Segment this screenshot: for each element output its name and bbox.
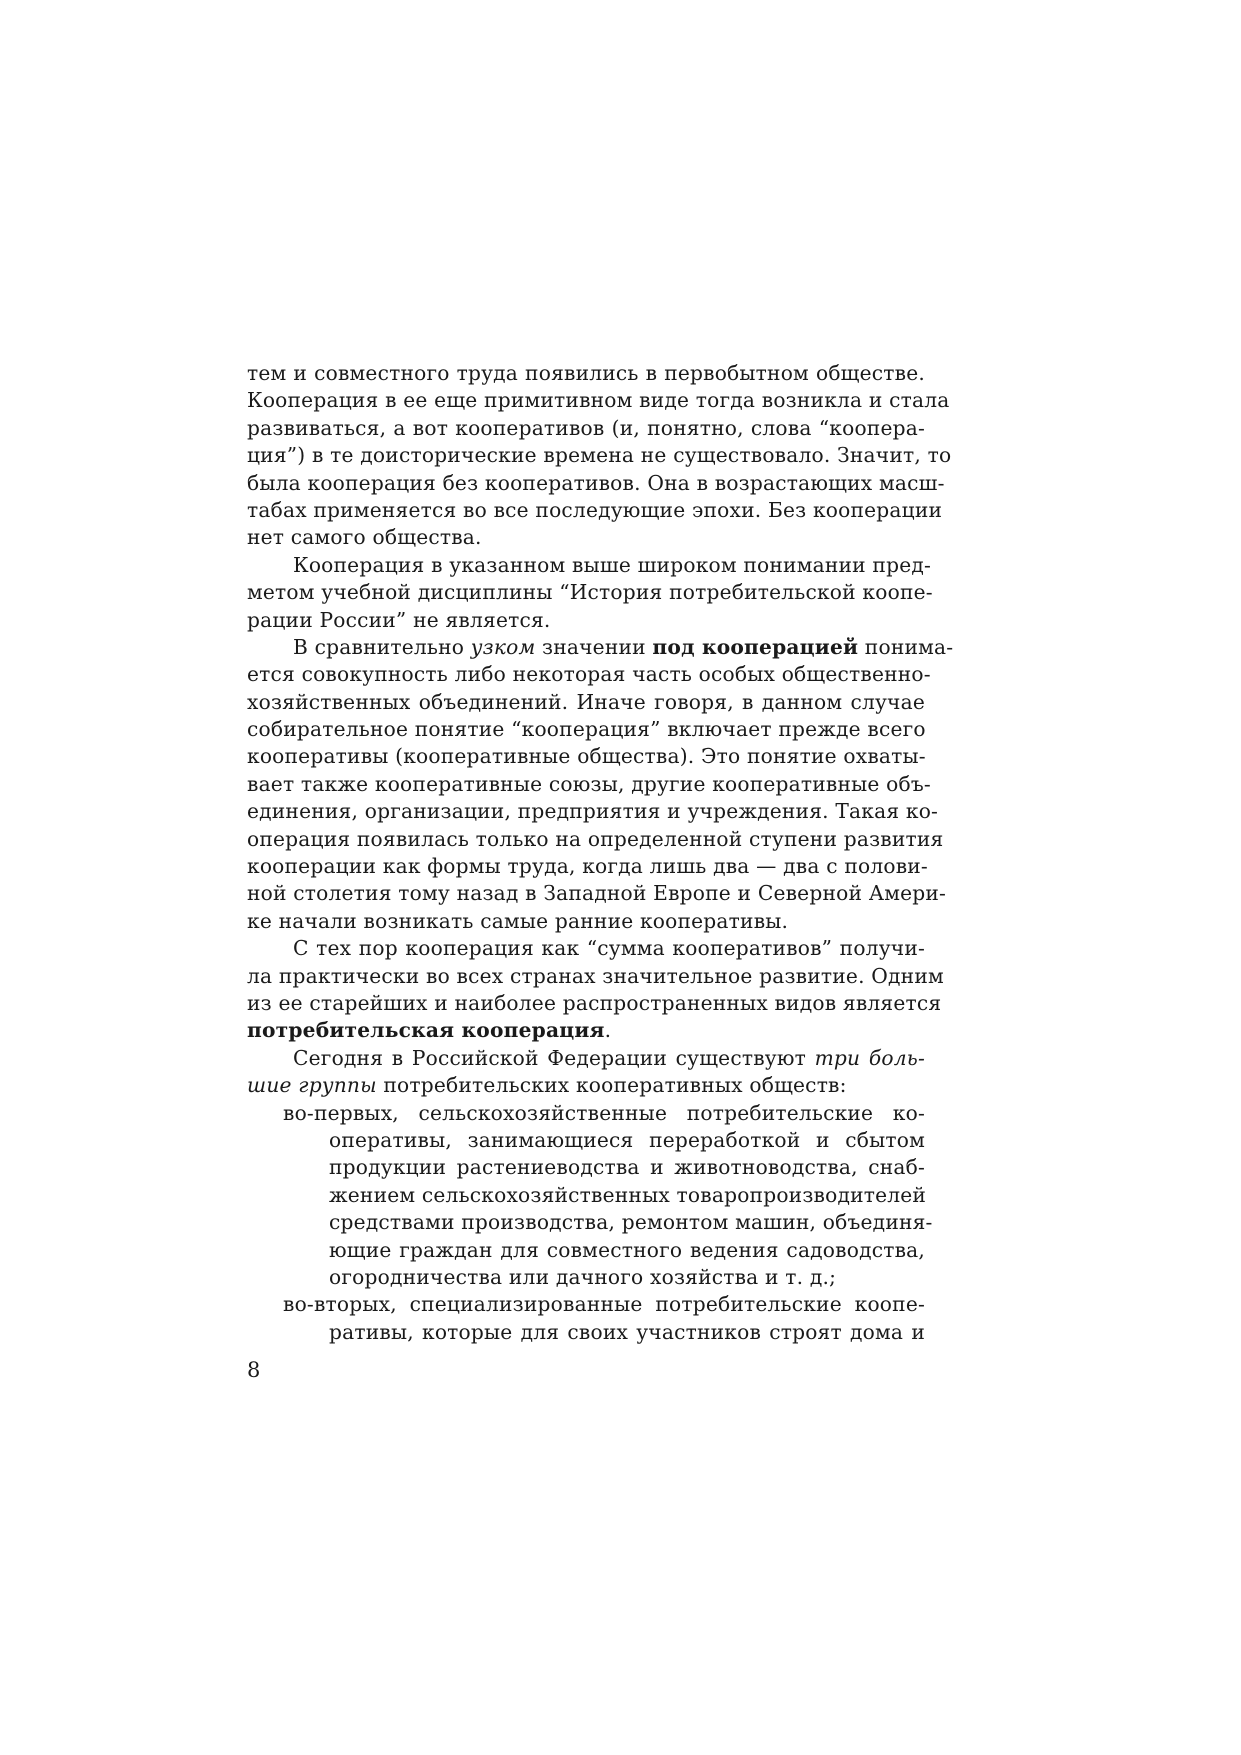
- paragraph: [247, 634, 954, 935]
- text-line: развиваться, а вот кооперативов (и, понятно, слова “коопера-: [247, 415, 925, 440]
- text-line: средствами производства, ремонтом машин, объединя-: [329, 1210, 933, 1235]
- text-line: [247, 1017, 925, 1044]
- text-line: операция появилась только на определенной ступени развития: [247, 826, 944, 851]
- text-line: [247, 1072, 925, 1099]
- bold-term: под кооперацией: [652, 634, 859, 659]
- text-line: рации России” не является.: [247, 607, 551, 632]
- text-line: во-вторых, специализированные потребительские коопе-: [283, 1292, 925, 1317]
- text-line: ла практически во всех странах значительное развитие. Одним: [247, 963, 944, 988]
- text-run: В сравнительно: [293, 634, 471, 659]
- text-line: ция”) в те доисторические времена не существовало. Значит, то: [247, 443, 952, 468]
- text-line: собирательное понятие “кооперация” включает прежде всего: [247, 717, 926, 742]
- text-line: во-первых, сельскохозяйственные потребительские ко-: [283, 1100, 925, 1125]
- text-line: жением сельскохозяйственных товаропроизводителей: [329, 1182, 927, 1207]
- text-line: оперативы, занимающиеся переработкой и сбытом: [329, 1127, 925, 1152]
- list-item: [247, 1100, 933, 1292]
- paragraph: [247, 360, 952, 552]
- text-line: Кооперация в ее еще примитивном виде тогда возникла и стала: [247, 388, 950, 413]
- text-run: понима-: [858, 634, 954, 659]
- text-line: ется совокупность либо некоторая часть особых общественно-: [247, 662, 931, 687]
- text-line: метом учебной дисциплины “История потребительской коопе-: [247, 580, 933, 605]
- bold-term: потребительская кооперация: [247, 1018, 605, 1043]
- text-line: тем и совместного труда появились в первобытном обществе.: [247, 361, 925, 385]
- text-line: ющие граждан для совместного ведения садоводства,: [329, 1237, 925, 1262]
- text-line: [247, 1045, 925, 1072]
- text-line: кооперации как формы труда, когда лишь два — два с полови-: [247, 854, 928, 879]
- text-run: .: [604, 1018, 612, 1043]
- emphasis-text: три боль-: [814, 1045, 925, 1070]
- page-number: 8: [247, 1358, 261, 1382]
- list-item: [247, 1291, 925, 1346]
- paragraph: [247, 552, 933, 634]
- text-line: Кооперация в указанном выше широком понимании пред-: [293, 552, 931, 577]
- text-line: вает также кооперативные союзы, другие кооперативные объ-: [247, 771, 931, 796]
- text-line: кооперативы (кооперативные общества). Это понятие охваты-: [247, 744, 926, 769]
- emphasis-text: узком: [470, 634, 536, 659]
- paragraph: [247, 1045, 925, 1100]
- emphasis-text: шие группы: [247, 1073, 377, 1098]
- text-line: [247, 634, 954, 661]
- text-run: значении: [535, 634, 653, 659]
- text-line: С тех пор кооперация как “сумма кооперативов” получи-: [293, 936, 925, 961]
- text-line: табах применяется во все последующие эпохи. Без кооперации: [247, 497, 943, 522]
- text-line: из ее старейших и наиболее распространенных видов является: [247, 990, 942, 1015]
- text-line: огородничества или дачного хозяйства и т. д.;: [329, 1264, 837, 1289]
- text-line: продукции растениеводства и животноводства, снаб-: [329, 1155, 925, 1180]
- text-run: Сегодня в Российской Федерации существуют: [293, 1045, 815, 1070]
- text-line: хозяйственных объединений. Иначе говоря, в данном случае: [247, 689, 925, 714]
- paragraph: [247, 935, 944, 1045]
- body-text: [247, 360, 954, 1346]
- text-run: потребительских кооперативных обществ:: [376, 1073, 847, 1098]
- text-line: была кооперация без кооперативов. Она в возрастающих масш-: [247, 470, 945, 495]
- text-line: нет самого общества.: [247, 525, 482, 550]
- text-line: ке начали возникать самые ранние кооперативы.: [247, 908, 789, 933]
- text-line: ративы, которые для своих участников строят дома и: [329, 1319, 925, 1344]
- text-line: единения, организации, предприятия и учреждения. Такая ко-: [247, 799, 939, 824]
- text-line: ной столетия тому назад в Западной Европе и Северной Амери-: [247, 881, 947, 906]
